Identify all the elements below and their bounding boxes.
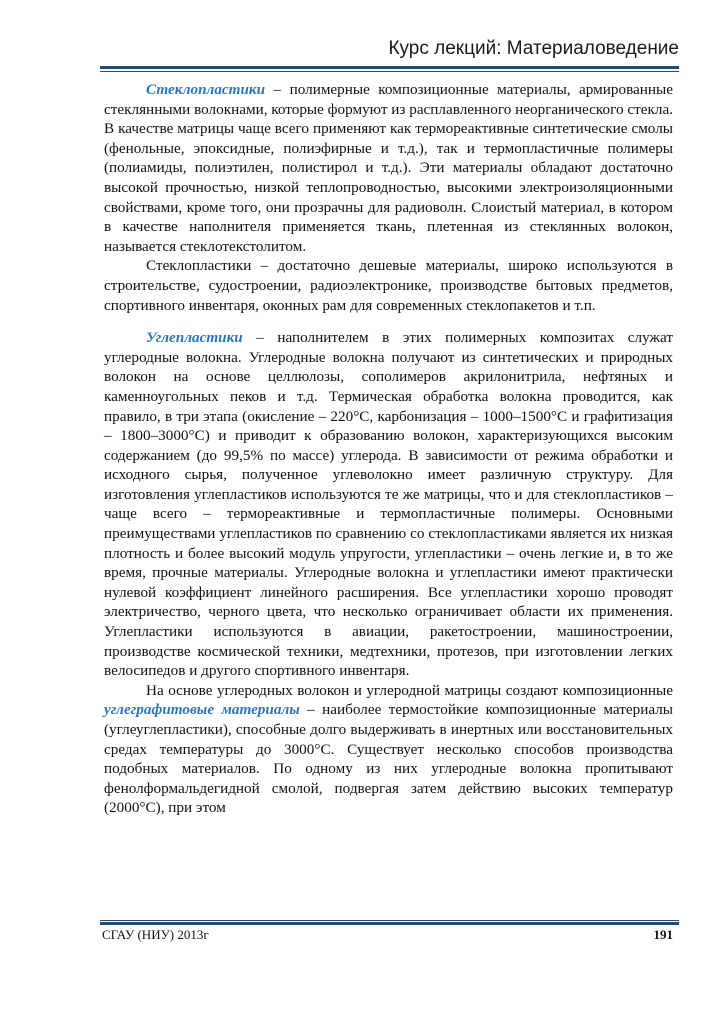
paragraph-fiberglass-uses [104,256,673,315]
paragraph-text: – наполнителем в этих полимерных композитах служат углеродные волокна. Углеродные волокна получают из синтетических и природных волокон на основе целлюлозы, сополимеров акрилонитрила, нефтяных и каменноугольных пеков и т.д. Термическая обработка волокна проводится, как правило, в три этапа (окисление – 220°С, карбонизация – 1000–1500°С и графитизация – 1800–3000°С) и приводит к образованию волокон, характеризующихся высоким содержанием (до 99,5% по массе) углерода. В зависимости от режима обработки и исходного сырья, полученное углеволокно имеет различную структуру. Для изготовления углепластиков используются те же матрицы, что и для стеклопластиков – чаще всего – термореактивные и термопластичные полимеры. Основными преимуществами углепластиков по сравнению со стеклопластиками является их низкая плотность и более высокий модуль упругости, углепластики – очень легкие и, в то же время, прочные материалы. Углеродные волокна и углепластики имеют практически нулевой коэффициент линейного расширения. Все углепластики хорошо проводят электричество, черного цвета, что несколько ограничивает области их применения. Углепластики используются в авиации, ракетостроении, машиностроении, производстве космической техники, медтехники, протезов, при изготовлении легких велосипедов и другого спортивного инвентаря. [104,329,673,680]
footer-rule-thick [100,922,679,925]
body-text [104,80,673,818]
paragraph-carbon-plastics [104,328,673,681]
paragraph-fiberglass [104,80,673,256]
header-rule-thin [100,71,679,72]
term-carbon-plastics: Углепластики [146,329,243,347]
header-rule-thick [100,66,679,69]
footer-institution: СГАУ (НИУ) 2013г [102,927,209,942]
page-header-title: Курс лекций: Материаловедение [388,38,679,59]
paragraph-text: Стеклопластики – достаточно дешевые материалы, широко используются в строительстве, судостроении, радиоэлектронике, производстве бытовых предметов, спортивного инвентаря, оконных рам для современных стеклопакетов и т.п. [104,257,673,314]
term-carbon-graphite: углеграфитовые материалы [104,701,300,719]
paragraph-carbon-graphite [104,681,673,818]
footer-rule-thin [100,920,679,921]
paragraph-text: – полимерные композиционные материалы, армированные стеклянными волокнами, которые формуют из расплавленного неорганического стекла. В качестве матрицы чаще всего применяют как термореактивные синтетические смолы (фенольные, эпоксидные, полиэфирные и т.д.), так и термопластичные полимеры (полиамиды, полиэтилен, полистирол и т.д.). Эти материалы обладают достаточно высокой прочностью, низкой теплопроводностью, высокими электроизоляционными свойствами, кроме того, они прозрачны для радиоволн. Слоистый материал, в котором в качестве наполнителя применяется ткань, плетенная из стеклянных волокон, называется стеклотекстолитом. [104,81,673,255]
page-number: 191 [653,927,673,942]
term-fiberglass: Стеклопластики [146,81,266,98]
paragraph-text: – наиболее термостойкие композиционные материалы (углеуглепластики), способные долго выдерживать в инертных или восстановительных средах температуры до 3000°С. Существует несколько способов производства подобных материалов. По одному из них углеродные волокна пропитывают фенолформальдегидной смолой, подвергая затем действию высоких температур (2000°С), при этом [104,701,673,817]
paragraph-text: На основе углеродных волокон и углеродной матрицы создают композиционные [146,681,673,699]
